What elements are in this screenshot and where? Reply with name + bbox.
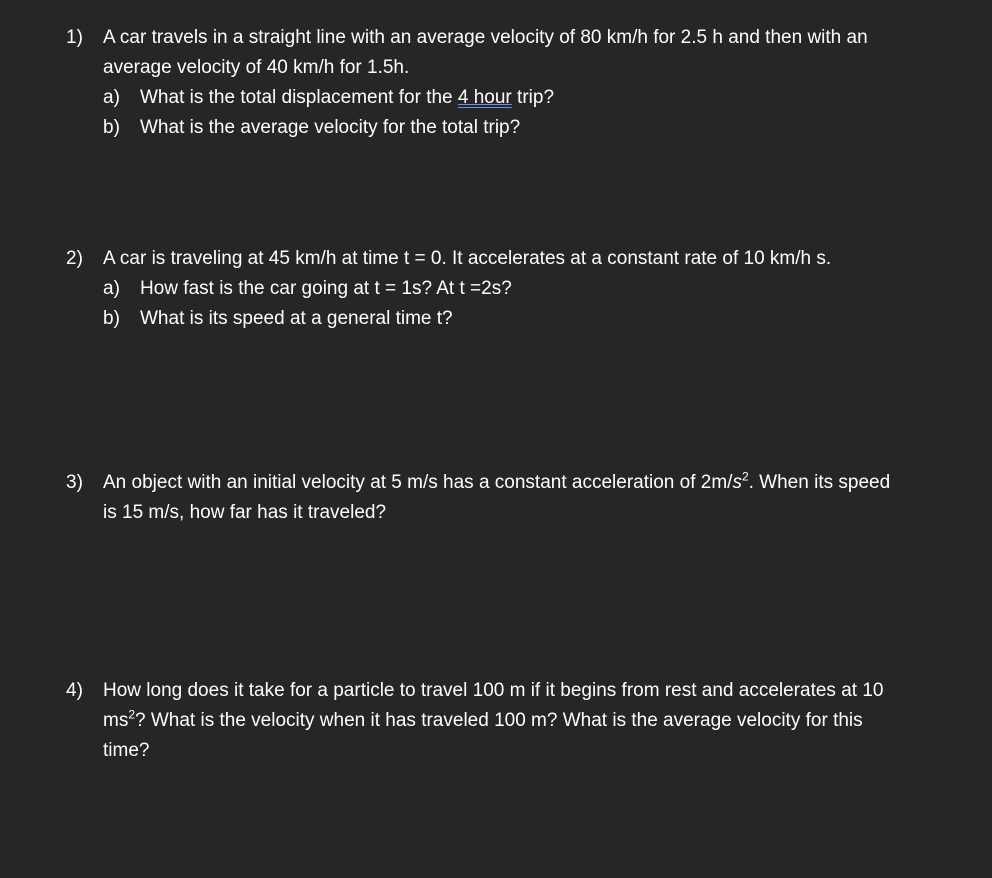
part-text: What is the average velocity for the total trip?: [140, 117, 521, 138]
problem-1-part-a: [66, 83, 966, 113]
problem-2-line-1: [66, 244, 966, 274]
problem-3: [66, 468, 966, 528]
spellcheck-underlined-text[interactable]: 4 hour: [457, 87, 512, 108]
problem-text-post: ? What is the velocity when it has traveled 100 m? What is the average velocity for this: [135, 710, 863, 731]
problem-2-part-a: [66, 274, 966, 304]
part-text-post: trip?: [511, 87, 555, 108]
problem-text: [103, 468, 890, 498]
problem-1-part-b: [66, 113, 966, 143]
problem-1-line-1: [66, 23, 966, 53]
part-text: How fast is the car going at t = 1s? At t =2s?: [140, 278, 512, 299]
part-text: [140, 83, 554, 113]
problem-2-part-b: [66, 304, 966, 334]
part-text-pre: What is the total displacement for the: [140, 87, 458, 108]
part-label: b): [103, 308, 120, 329]
problem-number: 4): [66, 680, 83, 701]
problem-number: 1): [66, 27, 83, 48]
part-label: a): [103, 278, 120, 299]
problem-4: [66, 676, 966, 766]
problem-text-pre: ms: [103, 710, 129, 731]
problem-3-line-2: is 15 m/s, how far has it traveled?: [103, 502, 387, 523]
problem-4-line-2: [66, 706, 966, 736]
problem-text-post: . When its speed: [748, 472, 891, 493]
problem-4-line-3: time?: [103, 740, 150, 761]
exponent: 2: [741, 469, 749, 484]
problem-2: [66, 244, 966, 334]
part-text: What is its speed at a general time t?: [140, 308, 453, 329]
exponent: 2: [128, 707, 136, 722]
unit-s: s: [732, 472, 742, 493]
part-label: b): [103, 117, 120, 138]
problem-text: A car is traveling at 45 km/h at time t = 0. It accelerates at a constant rate of 10 km/h s.: [103, 248, 832, 269]
problem-text: How long does it take for a particle to travel 100 m if it begins from rest and accelerates at 10: [103, 680, 884, 701]
problem-1-line-2: average velocity of 40 km/h for 1.5h.: [103, 57, 410, 78]
problem-number: 2): [66, 248, 83, 269]
problem-4-line-1: [66, 676, 966, 706]
problem-3-line-1: [66, 468, 966, 498]
problem-number: 3): [66, 472, 83, 493]
problem-1: [66, 23, 966, 143]
part-label: a): [103, 87, 120, 108]
problem-text-pre: An object with an initial velocity at 5 m/s has a constant acceleration of 2m/: [103, 472, 733, 493]
problem-text: A car travels in a straight line with an average velocity of 80 km/h for 2.5 h and then with an: [103, 27, 868, 48]
